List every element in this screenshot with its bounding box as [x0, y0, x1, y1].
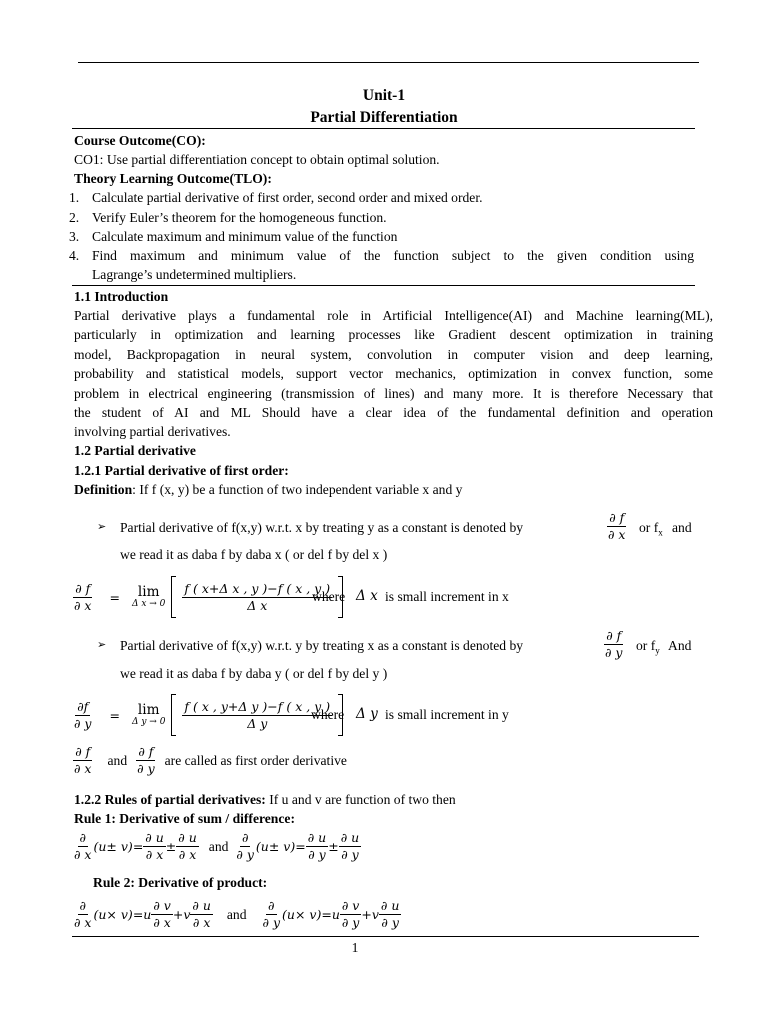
- rule2-formula: $\frac{\partial}{\partial x}$ (u× v)=u $\frac{\partial v}{\partial x}$ +v $\frac{\partial u}{\partial x}$ and $\frac{\partial}{\partial y}$ (u× v)=u $\frac{\partial v}{\partial y}$ +v $\frac{\partial u}{\partial y}$: [74, 898, 400, 930]
- tlo-item-2-num: 2.: [69, 210, 80, 225]
- bullet1-or: or $f_x$: [639, 520, 663, 538]
- partial-subheading: 1.2.1 Partial derivative of first order:: [74, 463, 289, 478]
- tlo-item-4-line2: Lagrange’s undetermined multipliers.: [92, 267, 297, 283]
- tlo-item-4-line1: Find maximum and minimum value of the function subject to the given condition using: [92, 248, 694, 263]
- course-outcome-co1: CO1: Use partial differentiation concept to obtain optimal solution.: [74, 152, 440, 167]
- bullet2-or: or $f_y$: [636, 638, 660, 656]
- formula2-rest: is small increment in y: [385, 707, 509, 722]
- course-outcome-heading: Course Outcome(CO):: [74, 133, 206, 148]
- unit-title: Unit-1: [362, 87, 406, 104]
- formula-1: $\frac{\partial f}{\partial x}$ = lim Δ x → 0 $\frac{\text{f ( x+Δ x , y )−f ( x , y )}}{\text{Δ x}}$: [72, 576, 343, 618]
- df-dy-fraction: $\frac{\partial f}{\partial y}$: [605, 628, 623, 660]
- definition-line: [74, 480, 462, 499]
- delta-y-symbol: Δ y: [356, 706, 378, 722]
- bullet1-and: and: [672, 520, 692, 535]
- rule1-formula: $\frac{\partial}{\partial x}$ (u± v)= $\frac{\partial u}{\partial x}$ ± $\frac{\partial u}{\partial x}$ and $\frac{\partial}{\partial y}$ (u± v)= $\frac{\partial u}{\partial y}$ ± $\frac{\partial u}{\partial y}$: [74, 830, 360, 862]
- top-rule: [78, 62, 699, 63]
- intro-line: probability and statistical models, support vector mechanics, optimization in convex function, some: [74, 366, 713, 382]
- bullet-arrow-icon: ➢: [97, 639, 107, 651]
- bullet2-and: And: [668, 638, 692, 653]
- formula2-where: where: [311, 707, 345, 722]
- intro-line: Partial derivative plays a fundamental role in Artificial Intelligence(AI) and Machine learning(ML),: [74, 308, 713, 323]
- tlo-item-1: Calculate partial derivative of first order, second order and mixed order.: [92, 190, 483, 205]
- tlo-heading: Theory Learning Outcome(TLO):: [74, 171, 272, 186]
- formula1-where: where: [312, 589, 346, 604]
- df-dx-fraction: $\frac{\partial f}{\partial x}$: [608, 510, 626, 542]
- intro-heading: 1.1 Introduction: [74, 289, 169, 304]
- formula1-rest: is small increment in x: [385, 589, 509, 604]
- first-order-line: $\frac{\partial f}{\partial x}$ and $\frac{\partial f}{\partial y}$ are called as first order derivative: [74, 744, 347, 776]
- intro-line: the student of AI and ML Should have a clear idea of the fundamental definition and operation: [74, 405, 713, 421]
- definition-label: Definition: [74, 482, 133, 497]
- tlo-item-3: Calculate maximum and minimum value of the function: [92, 229, 398, 244]
- intro-paragraph: [74, 306, 713, 442]
- tlo-item-4: [92, 246, 694, 285]
- intro-line: particularly in optimization and learning processes like Gradient descent optimization in training: [74, 327, 713, 343]
- partial-heading: 1.2 Partial derivative: [74, 443, 196, 458]
- tlo-item-4-num: 4.: [69, 248, 80, 263]
- intro-line: problem in electrical engineering (transmission of lines) and many more. It is therefore Necessary that: [74, 385, 713, 401]
- title-rule: [72, 128, 695, 129]
- page-number: 1: [351, 940, 359, 955]
- rule2-heading: Rule 2: Derivative of product:: [93, 875, 268, 890]
- definition-text: : If f (x, y) be a function of two independent variable x and y: [132, 482, 463, 497]
- delta-x-symbol: Δ x: [356, 588, 378, 604]
- bullet-arrow-icon: ➢: [97, 521, 107, 533]
- tlo-rule: [72, 285, 695, 286]
- bullet2-read: we read it as daba f by daba y ( or del f by del y ): [120, 666, 388, 681]
- tlo-item-1-num: 1.: [69, 190, 80, 205]
- rules-heading: 1.2.2 Rules of partial derivatives:: [74, 792, 266, 807]
- intro-line: model, Backpropagation in neural system, convolution in computer vision and deep learning,: [74, 346, 713, 362]
- formula-2: $\frac{\partial f}{\partial y}$ = lim Δ y → 0 $\frac{\text{f ( x , y+Δ y )−f ( x , y )}}{\text{Δ y}}$: [72, 694, 343, 736]
- rules-heading-line: [74, 790, 456, 809]
- rules-heading-rest: If u and v are function of two then: [265, 792, 456, 807]
- bullet1-text: Partial derivative of f(x,y) w.r.t. x by treating y as a constant is denoted by: [120, 520, 524, 535]
- rule1-heading: Rule 1: Derivative of sum / difference:: [74, 811, 295, 826]
- page-title: Partial Differentiation: [310, 109, 458, 126]
- tlo-item-3-num: 3.: [69, 229, 80, 244]
- tlo-item-2: Verify Euler’s theorem for the homogeneous function.: [92, 210, 387, 225]
- bullet1-read: we read it as daba f by daba x ( or del f by del x ): [120, 547, 388, 562]
- bullet2-text: Partial derivative of f(x,y) w.r.t. y by treating x as a constant is denoted by: [120, 638, 524, 653]
- footer-rule: [72, 936, 699, 937]
- intro-line: involving partial derivatives.: [74, 424, 231, 440]
